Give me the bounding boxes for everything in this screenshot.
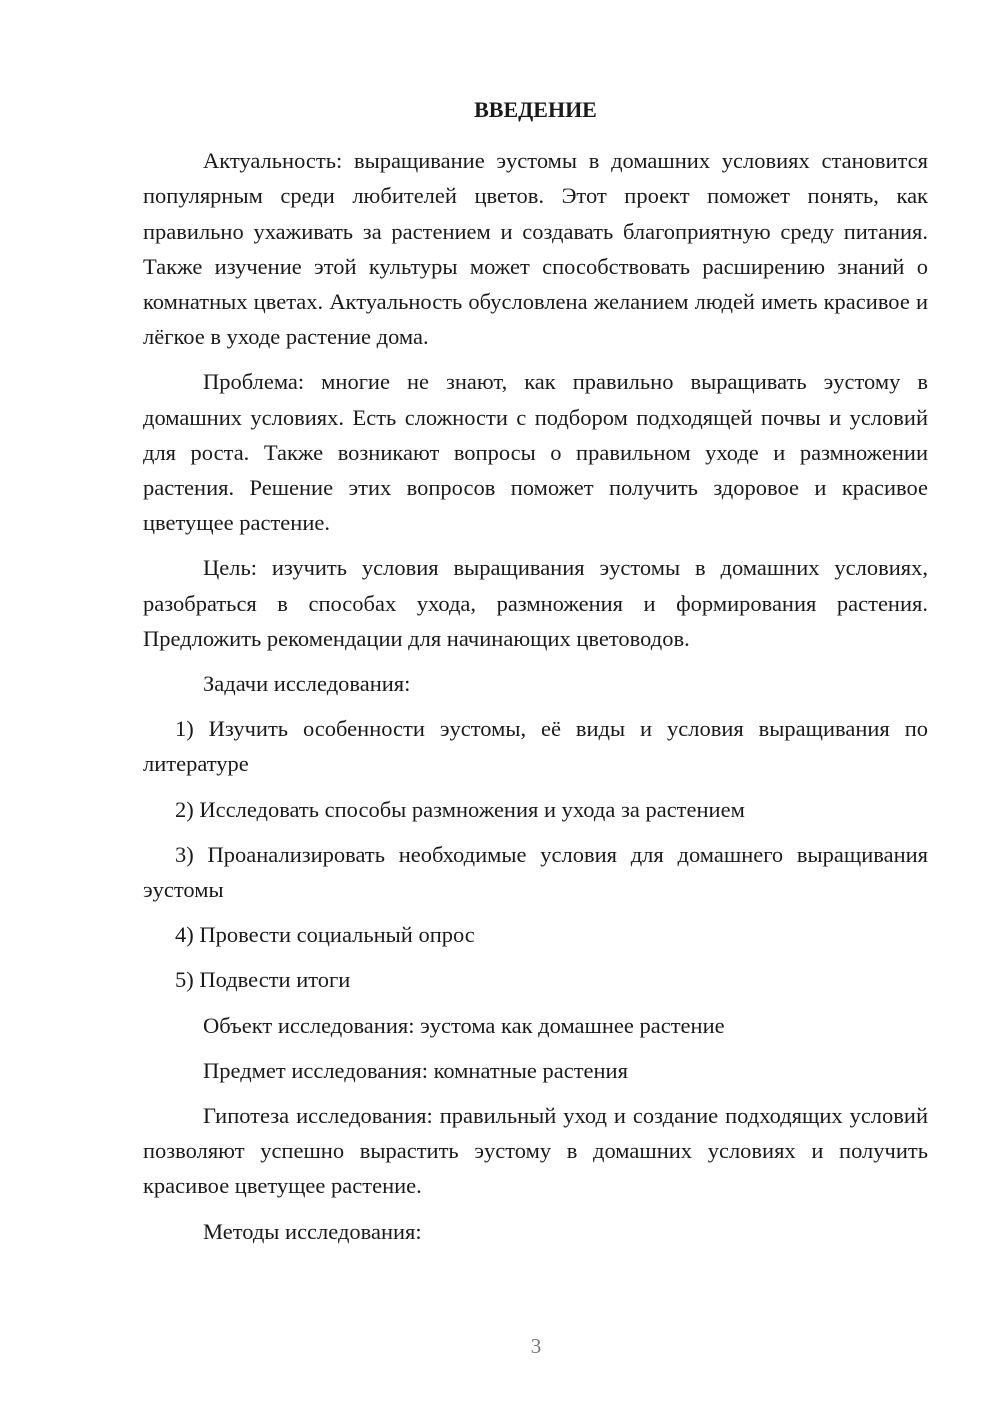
- task-item-5: 5) Подвести итоги: [175, 967, 351, 993]
- research-hypothesis: Гипотеза исследования: правильный уход и создание подходящих условий позволяют успешно вырастить эустому в домашних условиях и получить красивое цветущее растение.: [143, 1103, 928, 1199]
- task-item-4: 4) Провести социальный опрос: [175, 922, 475, 948]
- research-subject: Предмет исследования: комнатные растения: [203, 1057, 628, 1083]
- task-item-2: 2) Исследовать способы размножения и ухода за растением: [175, 796, 745, 822]
- methods-title: Методы исследования:: [203, 1218, 422, 1244]
- research-object: Объект исследования: эустома как домашнее растение: [203, 1012, 725, 1038]
- section-heading: ВВЕДЕНИЕ: [474, 97, 597, 122]
- task-item-3: 3) Проанализировать необходимые условия для домашнего выращивания эустомы: [143, 841, 928, 903]
- page-number: 3: [530, 1334, 542, 1358]
- relevance-paragraph: Актуальность: выращивание эустомы в домашних условиях становится популярным среди любителей цветов. Этот проект поможет понять, как правильно ухаживать за растением и создавать благоприятную среду питания. Также изучение этой культуры может способствовать расширению знаний о комнатных цветах. Актуальность обусловлена желанием людей иметь красивое и лёгкое в уходе растение дома.: [143, 148, 928, 350]
- document-body: [143, 92, 928, 1259]
- tasks-title: Задачи исследования:: [203, 671, 411, 697]
- problem-paragraph: Проблема: многие не знают, как правильно выращивать эустому в домашних условиях. Есть сложности с подбором подходящей почвы и условий для роста. Также возникают вопросы о правильном уходе и размножении растения. Решение этих вопросов поможет получить здоровое и красивое цветущее растение.: [143, 369, 928, 536]
- goal-paragraph: Цель: изучить условия выращивания эустомы в домашних условиях, разобраться в способах ухода, размножения и формирования растения. Предложить рекомендации для начинающих цветоводов.: [143, 555, 928, 651]
- task-item-1: 1) Изучить особенности эустомы, её виды и условия выращивания по литературе: [143, 716, 928, 777]
